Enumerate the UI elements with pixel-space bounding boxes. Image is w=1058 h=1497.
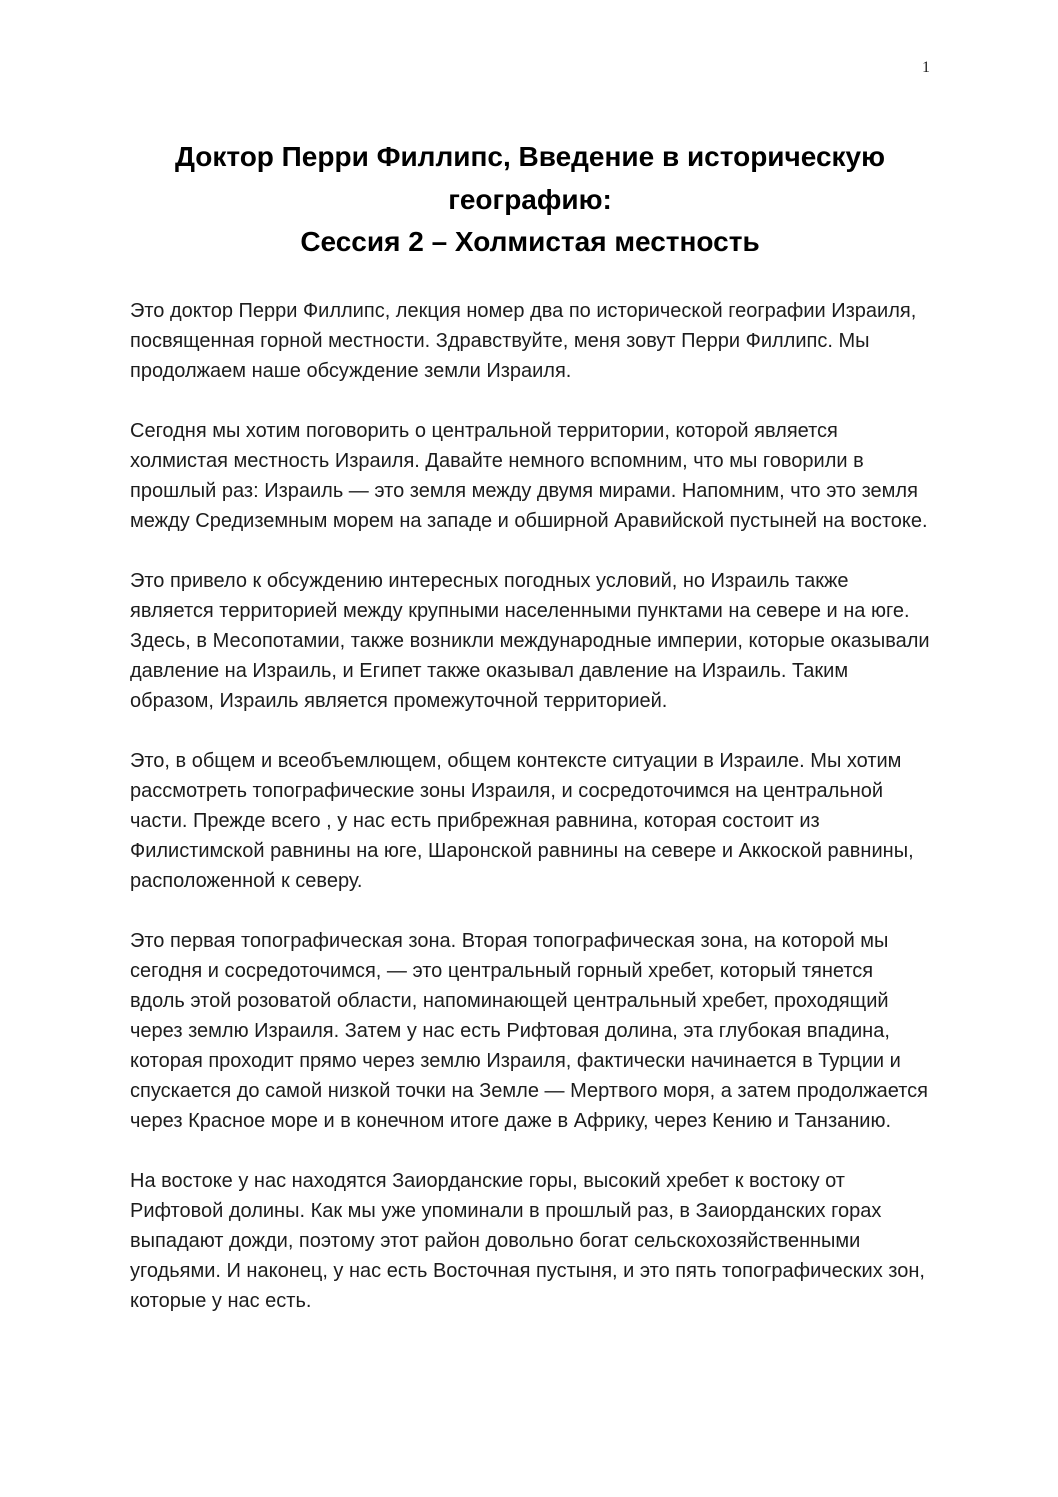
paragraph-coastal-plain: Это, в общем и всеобъемлющем, общем контексте ситуации в Израиле. Мы хотим рассмотреть топографические зоны Израиля, и сосредоточимся на центральной части. Прежде всего , у нас есть прибрежная равнина, которая состоит из Филистимской равнины на юге, Шаронской равнины на севере и Аккоской равнины, расположенной к северу.	[130, 749, 914, 892]
page-number: 1	[922, 59, 930, 76]
paragraph-between-empires: Это привело к обсуждению интересных погодных условий, но Израиль также является территорией между крупными населенными пунктами на севере и на юге. Здесь, в Месопотамии, также возникли международные империи, которые оказывали давление на Израиль, и Египет также оказывал давление на Израиль. Таким образом, Израиль является промежуточной территорией.	[130, 569, 930, 712]
paragraph-central-territory: Сегодня мы хотим поговорить о центральной территории, которой является холмистая местность Израиля. Давайте немного вспомним, что мы говорили в прошлый раз: Израиль — это земля между двумя мирами. Напомним, что это земля между Средиземным морем на западе и обширной Аравийской пустыней на востоке.	[130, 419, 928, 532]
document-content	[130, 136, 930, 1346]
document-title	[130, 136, 930, 264]
title-line-2: Сессия 2 – Холмистая местность	[300, 226, 760, 258]
paragraph-intro: Это доктор Перри Филлипс, лекция номер два по исторической географии Израиля, посвященная горной местности. Здравствуйте, меня зовут Перри Филлипс. Мы продолжаем наше обсуждение земли Израиля.	[130, 299, 917, 382]
paragraph-transjordan: На востоке у нас находятся Заиорданские горы, высокий хребет к востоку от Рифтовой долины. Как мы уже упоминали в прошлый раз, в Заиорданских горах выпадают дожди, поэтому этот район довольно богат сельскохозяйственными угодьями. И наконец, у нас есть Восточная пустыня, и это пять топографических зон, которые у нас есть.	[130, 1169, 925, 1312]
paragraph-topographic-zones: Это первая топографическая зона. Вторая топографическая зона, на которой мы сегодня и сосредоточимся, — это центральный горный хребет, который тянется вдоль этой розоватой области, напоминающей центральный хребет, проходящий через землю Израиля. Затем у нас есть Рифтовая долина, эта глубокая впадина, которая проходит прямо через землю Израиля, фактически начинается в Турции и спускается до самой низкой точки на Земле — Мертвого моря, а затем продолжается через Красное море и в конечном итоге даже в Африку, через Кению и Танзанию.	[130, 929, 928, 1132]
title-line-1: Доктор Перри Филлипс, Введение в историческую географию:	[174, 141, 886, 215]
